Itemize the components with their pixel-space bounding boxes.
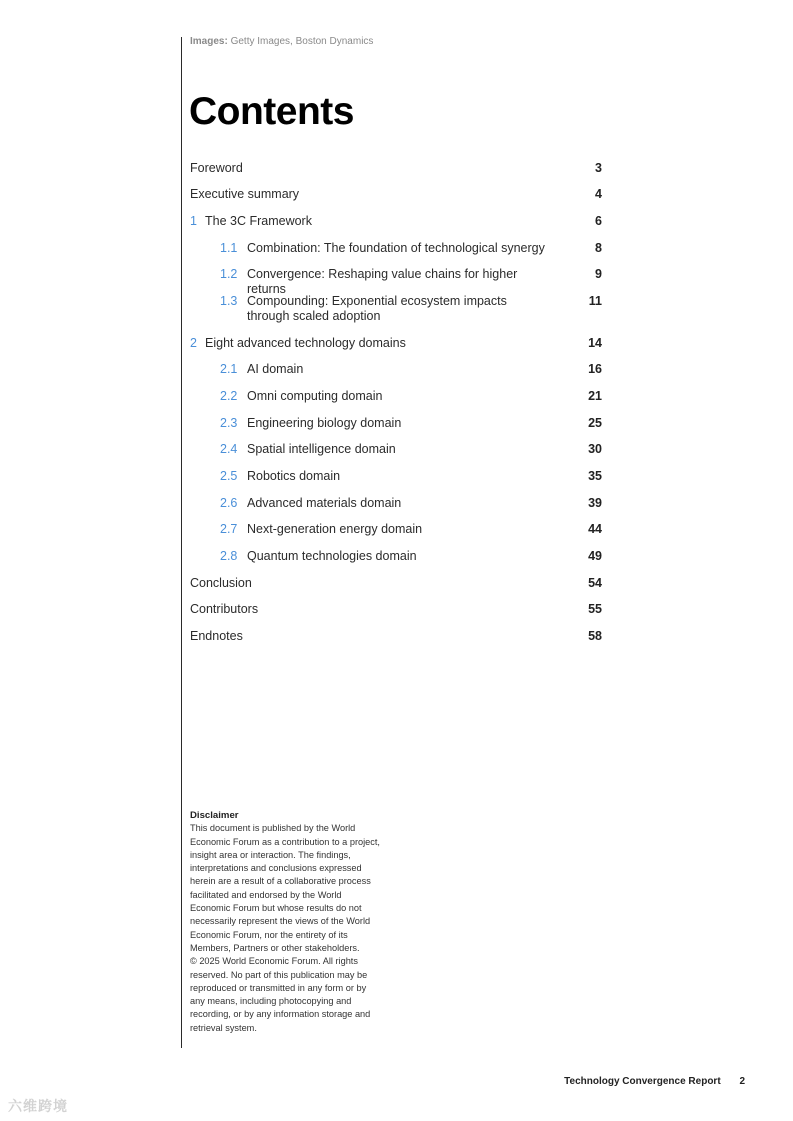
disclaimer-body: This document is published by the World Economic Forum as a contribution to a project, insight area or interaction. The findings, interpretations and conclusions expressed herein are a result of a collaborative process facilitated and endorsed by the World Economic Forum but whose results do not necessarily represent the views of the World Economic Forum, nor the entirety of its Members, Partners or other stakeholders. [190, 823, 380, 953]
toc-entry-title: Quantum technologies domain [247, 549, 417, 563]
toc-entry-title: Conclusion [190, 576, 252, 590]
toc-entry-page: 54 [588, 576, 602, 590]
toc-entry-page: 21 [588, 389, 602, 403]
toc-entry-title: Next-generation energy domain [247, 522, 423, 536]
toc-entry-number: 2.4 [220, 442, 238, 456]
toc-entry-page: 44 [588, 522, 602, 536]
toc-entry-title: Compounding: Exponential ecosystem impacts through scaled adoption [247, 294, 507, 323]
toc-entry-page: 35 [588, 469, 602, 483]
toc-entry-number: 2.6 [220, 496, 238, 510]
toc-entry-title: Spatial intelligence domain [247, 442, 396, 456]
toc-entry-title: Advanced materials domain [247, 496, 402, 510]
toc-entry-number: 1.3 [220, 294, 238, 308]
toc-entry-title: Executive summary [190, 187, 300, 201]
toc-entry-title: Engineering biology domain [247, 416, 402, 430]
toc-entry-title: The 3C Framework [205, 214, 312, 228]
toc-entry-title: AI domain [247, 362, 304, 376]
toc-entry-page: 4 [595, 187, 602, 201]
toc-entry-page: 39 [588, 496, 602, 510]
image-credit-label: Images: [190, 36, 228, 47]
image-credit-text: Getty Images, Boston Dynamics [230, 36, 374, 47]
toc-entry-number: 2 [190, 336, 197, 350]
page-title: Contents [189, 90, 354, 133]
toc-entry-number: 2.2 [220, 389, 238, 403]
toc-entry-number: 2.1 [220, 362, 238, 376]
toc-entry-title: Foreword [190, 161, 243, 175]
toc-entry-number: 1 [190, 214, 197, 228]
toc-entry-page: 30 [588, 442, 602, 456]
toc-entry-title: Omni computing domain [247, 389, 383, 403]
page-footer [564, 1076, 745, 1087]
toc-entry-number: 2.8 [220, 549, 238, 563]
toc-entry-page: 3 [595, 161, 602, 175]
disclaimer-heading: Disclaimer [190, 810, 239, 821]
watermark: 六维跨境 [8, 1098, 68, 1114]
toc-entry-number: 2.5 [220, 469, 238, 483]
toc-entry-page: 11 [588, 294, 602, 308]
toc-entry-title: Combination: The foundation of technological synergy [247, 241, 545, 255]
toc-entry-page: 6 [595, 214, 602, 228]
toc-entry-title: Contributors [190, 602, 259, 616]
copyright-notice: © 2025 World Economic Forum. All rights reserved. No part of this publication may be reproduced or transmitted in any form or by any means, including photocopying and recording, or by any information storage and retrieval system. [190, 956, 371, 1033]
toc-entry-number: 1.2 [220, 267, 238, 281]
image-credit [190, 36, 373, 47]
disclaimer [190, 809, 380, 1035]
toc-entry-title: Eight advanced technology domains [205, 336, 406, 350]
toc-entry-page: 16 [588, 362, 602, 376]
toc-entry-number: 2.7 [220, 522, 238, 536]
toc-entry-title: Endnotes [190, 629, 243, 643]
left-rule [181, 37, 182, 1048]
toc-entry-page: 8 [595, 241, 602, 255]
toc-entry-page: 9 [595, 267, 602, 281]
toc-entry-page: 14 [588, 336, 602, 350]
toc-entry-number: 1.1 [220, 241, 238, 255]
toc-entry-page: 49 [588, 549, 602, 563]
footer-page-number: 2 [739, 1076, 745, 1087]
toc-entry-page: 58 [588, 629, 602, 643]
toc-entry-title: Convergence: Reshaping value chains for higher returns [247, 267, 518, 296]
toc-entry-number: 2.3 [220, 416, 238, 430]
toc-entry-page: 55 [588, 602, 602, 616]
footer-report-title: Technology Convergence Report [564, 1076, 721, 1087]
toc-entry-page: 25 [588, 416, 602, 430]
toc-entry-title: Robotics domain [247, 469, 341, 483]
